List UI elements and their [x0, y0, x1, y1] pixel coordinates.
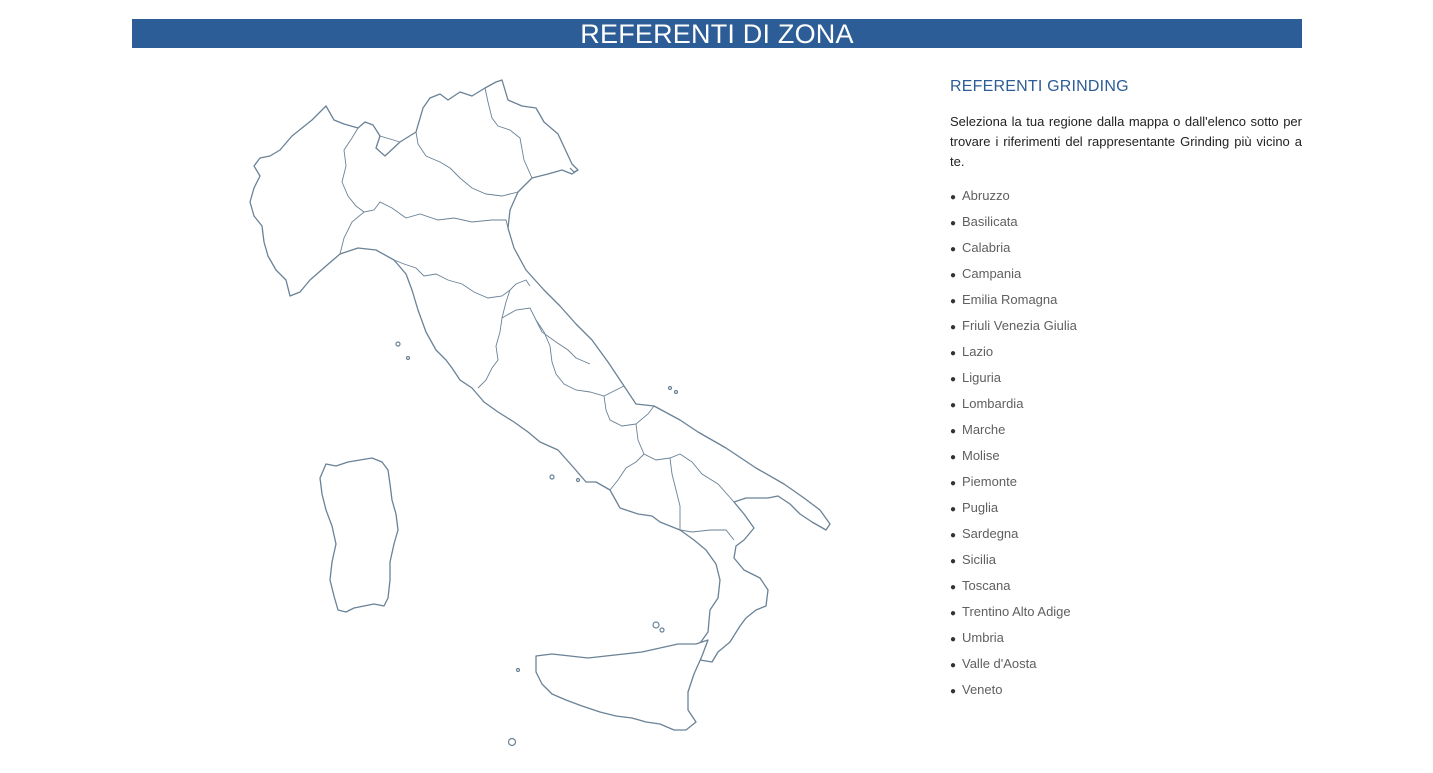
region-link[interactable]: Umbria — [962, 630, 1004, 645]
sidebar-intro: Seleziona la tua regione dalla mappa o dall'elenco sotto per trovare i riferimenti del rappresentante Grinding più vicino a te. — [950, 114, 1302, 169]
list-item — [950, 448, 1302, 474]
region-link[interactable]: Piemonte — [962, 474, 1017, 489]
page-title-banner — [132, 19, 1302, 48]
bullet-icon: ● — [950, 400, 957, 411]
map-region-sardegna[interactable] — [320, 458, 398, 612]
region-link[interactable]: Basilicata — [962, 214, 1018, 229]
region-list — [950, 188, 1302, 708]
list-item — [950, 266, 1302, 292]
bullet-icon: ● — [950, 582, 957, 593]
bullet-icon: ● — [950, 634, 957, 645]
list-item — [950, 578, 1302, 604]
list-item — [950, 240, 1302, 266]
list-item — [950, 318, 1302, 344]
bullet-icon: ● — [950, 556, 957, 567]
list-item — [950, 630, 1302, 656]
bullet-icon: ● — [950, 608, 957, 619]
region-link[interactable]: Valle d'Aosta — [962, 656, 1037, 671]
region-link[interactable]: Abruzzo — [962, 188, 1010, 203]
bullet-icon: ● — [950, 452, 957, 463]
bullet-icon: ● — [950, 270, 957, 281]
region-link[interactable]: Lombardia — [962, 396, 1024, 411]
bullet-icon: ● — [950, 478, 957, 489]
list-item — [950, 292, 1302, 318]
region-link[interactable]: Sardegna — [962, 526, 1019, 541]
region-link[interactable]: Friuli Venezia Giulia — [962, 318, 1077, 333]
italy-map — [240, 70, 850, 760]
bullet-icon: ● — [950, 686, 957, 697]
bullet-icon: ● — [950, 660, 957, 671]
list-item — [950, 604, 1302, 630]
bullet-icon: ● — [950, 374, 957, 385]
list-item — [950, 656, 1302, 682]
list-item — [950, 500, 1302, 526]
list-item — [950, 344, 1302, 370]
list-item — [950, 370, 1302, 396]
region-link[interactable]: Molise — [962, 448, 1000, 463]
bullet-icon: ● — [950, 296, 957, 307]
bullet-icon: ● — [950, 504, 957, 515]
map-region-sicilia[interactable] — [536, 640, 708, 730]
region-link[interactable]: Trentino Alto Adige — [962, 604, 1071, 619]
region-link[interactable]: Emilia Romagna — [962, 292, 1058, 307]
bullet-icon: ● — [950, 426, 957, 437]
list-item — [950, 682, 1302, 708]
region-link[interactable]: Liguria — [962, 370, 1002, 385]
page-title: REFERENTI DI ZONA — [580, 19, 854, 49]
region-link[interactable]: Sicilia — [962, 552, 996, 567]
region-link[interactable]: Marche — [962, 422, 1006, 437]
list-item — [950, 422, 1302, 448]
bullet-icon: ● — [950, 192, 957, 203]
list-item — [950, 552, 1302, 578]
list-item — [950, 526, 1302, 552]
region-link[interactable]: Toscana — [962, 578, 1011, 593]
region-link[interactable]: Calabria — [962, 240, 1011, 255]
bullet-icon: ● — [950, 322, 957, 333]
sidebar — [950, 76, 1302, 708]
bullet-icon: ● — [950, 530, 957, 541]
region-link[interactable]: Lazio — [962, 344, 994, 359]
bullet-icon: ● — [950, 244, 957, 255]
list-item — [950, 474, 1302, 500]
region-link[interactable]: Puglia — [962, 500, 999, 515]
region-link[interactable]: Veneto — [962, 682, 1003, 697]
bullet-icon: ● — [950, 348, 957, 359]
list-item — [950, 396, 1302, 422]
list-item — [950, 188, 1302, 214]
bullet-icon: ● — [950, 218, 957, 229]
list-item — [950, 214, 1302, 240]
sidebar-heading: REFERENTI GRINDING — [950, 78, 1129, 95]
region-link[interactable]: Campania — [962, 266, 1022, 281]
